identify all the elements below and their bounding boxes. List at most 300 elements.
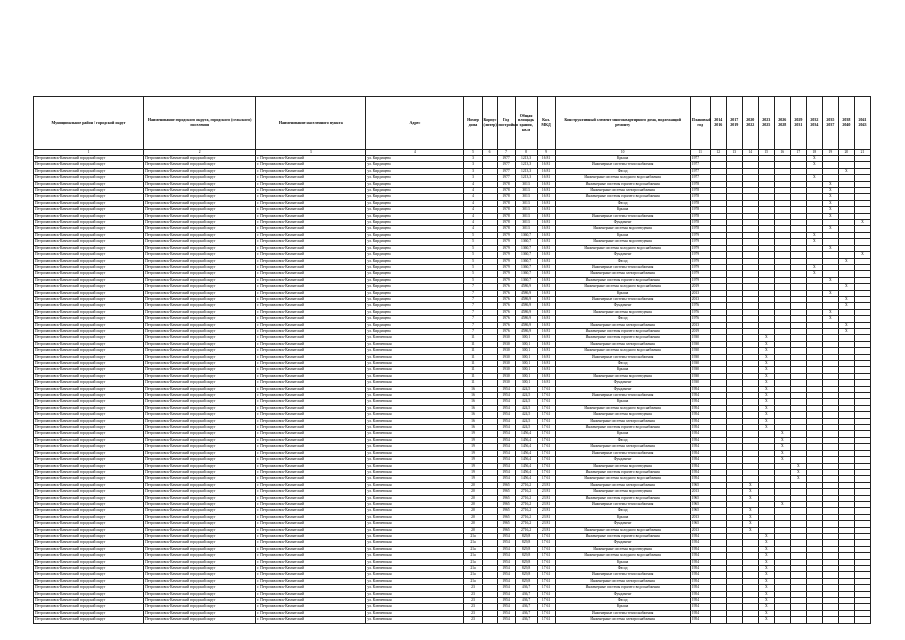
table-cell: 1979 [690, 232, 710, 238]
table-cell: 3 [464, 156, 482, 162]
table-cell: Инженерные системы водоотведения [555, 373, 690, 379]
table-cell: 4 [464, 213, 482, 219]
table-cell: Петропавловск-Камчатский городской округ [34, 207, 144, 213]
table-cell: 1977 [497, 162, 515, 168]
period-mark: X [758, 566, 774, 572]
table-cell: Петропавловск-Камчатский городской округ [144, 175, 256, 181]
table-cell: 17 61 [537, 559, 555, 565]
table-cell: 1978 [690, 188, 710, 194]
table-cell: 1954 [690, 617, 710, 623]
table-cell: Петропавловск-Камчатский городской округ [144, 252, 256, 258]
column-number: 14 [742, 150, 758, 156]
table-cell: 16 81 [537, 168, 555, 174]
table-cell: Петропавловск-Камчатский городской округ [144, 489, 256, 495]
table-cell: ул. Ключевская [366, 604, 464, 610]
table-cell: ул. Кирдищева [366, 207, 464, 213]
table-cell: 1976 [497, 290, 515, 296]
table-cell: 3013 [515, 226, 537, 232]
table-cell: Петропавловск-Камчатский городской округ [144, 335, 256, 341]
table-cell: Петропавловск-Камчатский городской округ [34, 418, 144, 424]
table-cell: Инженерные системы водоотведения [555, 412, 690, 418]
table-cell: 17 61 [537, 610, 555, 616]
table-cell: 1976 [497, 322, 515, 328]
table-cell: ул. Кирдищева [366, 258, 464, 264]
table-cell: 16 81 [537, 348, 555, 354]
table-cell: г. Петропавловск-Камчатский [256, 463, 366, 469]
table-cell: Петропавловск-Камчатский городской округ [144, 418, 256, 424]
period-mark: X [822, 194, 838, 200]
table-cell: г. Петропавловск-Камчатский [256, 610, 366, 616]
table-cell: Петропавловск-Камчатский городской округ [34, 437, 144, 443]
table-cell: 1978 [690, 213, 710, 219]
table-cell: Петропавловск-Камчатский городской округ [34, 168, 144, 174]
table-cell: г. Петропавловск-Камчатский [256, 316, 366, 322]
table-cell: 1954 [690, 463, 710, 469]
table-cell: г. Петропавловск-Камчатский [256, 527, 366, 533]
table-cell: Крыша [555, 367, 690, 373]
table-cell: 1954 [497, 559, 515, 565]
table-cell: 1954 [497, 591, 515, 597]
period-mark: X [806, 271, 822, 277]
table-cell: г. Петропавловск-Камчатский [256, 335, 366, 341]
table-cell: Петропавловск-Камчатский городской округ [34, 328, 144, 334]
table-cell: Петропавловск-Камчатский городской округ [34, 162, 144, 168]
table-cell: 1979 [497, 258, 515, 264]
period-mark: X [774, 450, 790, 456]
table-cell: Инженерные системы горячего водоснабжения [555, 495, 690, 501]
table-cell: 21а [464, 533, 482, 539]
table-cell: 16 [464, 399, 482, 405]
table-cell: ул. Кирдищева [366, 194, 464, 200]
table-cell: Инженерные системы горячего водоснабжения [555, 469, 690, 475]
period-cell [854, 617, 870, 623]
table-cell: Петропавловск-Камчатский городской округ [34, 252, 144, 258]
table-cell: ул. Кирдищева [366, 316, 464, 322]
table-cell: 16 [464, 393, 482, 399]
period-mark: X [822, 290, 838, 296]
table-cell: 1976 [497, 296, 515, 302]
table-cell: 1456,4 [515, 444, 537, 450]
table-cell: Петропавловск-Камчатский городской округ [34, 361, 144, 367]
table-cell: г. Петропавловск-Камчатский [256, 591, 366, 597]
table-cell: Петропавловск-Камчатский городской округ [34, 284, 144, 290]
table-cell: 1930 [690, 348, 710, 354]
table-cell: 16 81 [537, 220, 555, 226]
period-mark: X [822, 277, 838, 283]
table-cell: г. Петропавловск-Камчатский [256, 553, 366, 559]
table-cell: Петропавловск-Камчатский городской округ [144, 591, 256, 597]
table-cell: 1979 [690, 271, 710, 277]
table-cell: 4 [464, 188, 482, 194]
table-cell: 1979 [690, 264, 710, 270]
table-cell: 1360,7 [515, 245, 537, 251]
table-cell: г. Петропавловск-Камчатский [256, 380, 366, 386]
table-cell: Петропавловск-Камчатский городской округ [144, 514, 256, 520]
table-cell: Фундамент [555, 252, 690, 258]
table-cell: 21а [464, 559, 482, 565]
table-cell: 1954 [497, 617, 515, 623]
period-mark: X [758, 533, 774, 539]
table-cell: Петропавловск-Камчатский городской округ [144, 540, 256, 546]
table-cell: 1954 [690, 540, 710, 546]
table-cell: Фасад [555, 361, 690, 367]
table-cell: 2013 [690, 527, 710, 533]
table-cell: 1954 [690, 585, 710, 591]
table-cell: ул. Ключевская [366, 495, 464, 501]
table-cell: 23 81 [537, 508, 555, 514]
table-cell: 21а [464, 578, 482, 584]
table-cell: 1930 [690, 354, 710, 360]
table-cell: 1954 [690, 546, 710, 552]
table-cell: 16 81 [537, 322, 555, 328]
period-cell [822, 617, 838, 623]
table-cell: Фундамент [555, 303, 690, 309]
column-number: 2 [144, 150, 256, 156]
table-cell: 829,8 [515, 572, 537, 578]
table-cell: 20 [464, 508, 482, 514]
table-cell: Петропавловск-Камчатский городской округ [34, 341, 144, 347]
table-cell: Петропавловск-Камчатский городской округ [144, 610, 256, 616]
table-cell: Инженерные системы горячего водоснабжения [555, 328, 690, 334]
table-cell: 1930 [497, 361, 515, 367]
column-number: 12 [710, 150, 726, 156]
table-cell: 1965 [497, 482, 515, 488]
table-cell: Инженерные системы холодного водоснабжения [555, 348, 690, 354]
table-cell: Инженерные системы холодного водоснабжения [555, 284, 690, 290]
table-cell: 16 81 [537, 239, 555, 245]
column-header: Конструктивный элемент многоквартирного дома, подлежащий ремонту [555, 97, 690, 150]
table-cell: 4 [464, 194, 482, 200]
table-cell: 20 [464, 495, 482, 501]
table-cell: 19 [464, 444, 482, 450]
column-header: 2026 2028 [774, 97, 790, 150]
table-cell: 1456,4 [515, 469, 537, 475]
table-cell: 17 61 [537, 546, 555, 552]
table-cell: 1456,4 [515, 431, 537, 437]
table-cell: 1954 [690, 553, 710, 559]
table-cell: Петропавловск-Камчатский городской округ [34, 457, 144, 463]
table-cell: г. Петропавловск-Камчатский [256, 598, 366, 604]
table-cell: 16 [464, 405, 482, 411]
table-cell: Инженерные системы горячего водоснабжения [555, 194, 690, 200]
table-cell: 300,1 [515, 341, 537, 347]
table-cell: 300,1 [515, 354, 537, 360]
table-cell: 1954 [497, 469, 515, 475]
table-cell: 1456,4 [515, 476, 537, 482]
table-cell: ул. Кирдищева [366, 245, 464, 251]
table-cell: ул. Ключевская [366, 361, 464, 367]
table-cell: 17 61 [537, 533, 555, 539]
table-cell: 424,5 [515, 399, 537, 405]
period-mark: X [742, 527, 758, 533]
table-cell: Петропавловск-Камчатский городской округ [34, 405, 144, 411]
table-cell: Петропавловск-Камчатский городской округ [34, 354, 144, 360]
table-cell: Петропавловск-Камчатский городской округ [144, 444, 256, 450]
table-cell: г. Петропавловск-Камчатский [256, 604, 366, 610]
table-cell: 11 [464, 367, 482, 373]
table-cell: 1977 [497, 175, 515, 181]
table-cell: Петропавловск-Камчатский городской округ [34, 521, 144, 527]
table-cell: ул. Ключевская [366, 367, 464, 373]
period-mark: X [758, 405, 774, 411]
table-cell: 1930 [690, 335, 710, 341]
table-cell: 3 [464, 162, 482, 168]
table-cell: 2019 [690, 284, 710, 290]
table-cell: Петропавловск-Камчатский городской округ [144, 309, 256, 315]
table-cell: ул. Кирдищева [366, 309, 464, 315]
table-cell: ул. Ключевская [366, 508, 464, 514]
table-cell: 16 81 [537, 245, 555, 251]
table-cell: Петропавловск-Камчатский городской округ [144, 296, 256, 302]
period-mark: X [822, 245, 838, 251]
period-mark: X [758, 373, 774, 379]
column-header: 2041 2043 [854, 97, 870, 150]
table-cell: 1930 [690, 341, 710, 347]
table-cell: г. Петропавловск-Камчатский [256, 162, 366, 168]
table-cell: г. Петропавловск-Камчатский [256, 232, 366, 238]
table-cell: Петропавловск-Камчатский городской округ [144, 328, 256, 334]
table-cell: ул. Ключевская [366, 610, 464, 616]
table-cell: 1978 [690, 200, 710, 206]
table-cell: 1978 [690, 194, 710, 200]
period-mark: X [838, 322, 854, 328]
table-cell: Инженерные системы холодного водоснабжения [555, 527, 690, 533]
period-mark: X [822, 226, 838, 232]
table-cell: 23 81 [537, 501, 555, 507]
table-cell: 1978 [690, 181, 710, 187]
table-cell: 1965 [690, 501, 710, 507]
table-cell: ул. Ключевская [366, 533, 464, 539]
table-cell: 4 [464, 181, 482, 187]
period-cell [790, 617, 806, 623]
table-cell: 1954 [690, 559, 710, 565]
table-cell: 829,8 [515, 533, 537, 539]
table-cell: Петропавловск-Камчатский городской округ [34, 533, 144, 539]
column-number: 5 [464, 150, 482, 156]
table-cell: Инженерные системы водоотведения [555, 239, 690, 245]
table-cell: 1979 [497, 271, 515, 277]
table-cell: 7 [464, 303, 482, 309]
table-cell: 1977 [690, 162, 710, 168]
table-cell: 17 61 [537, 450, 555, 456]
table-cell: Инженерные системы холодного водоснабжения [555, 245, 690, 251]
column-header: 2035 2037 [822, 97, 838, 150]
table-cell: ул. Кирдищева [366, 200, 464, 206]
table-cell: Инженерные системы теплоснабжения [555, 393, 690, 399]
table-cell: ул. Ключевская [366, 521, 464, 527]
table-cell: Инженерные системы теплоснабжения [555, 264, 690, 270]
table-cell: 1954 [497, 540, 515, 546]
column-number: 6 [482, 150, 497, 156]
table-cell: Крыша [555, 156, 690, 162]
table-cell: Петропавловск-Камчатский городской округ [34, 566, 144, 572]
table-cell: г. Петропавловск-Камчатский [256, 200, 366, 206]
table-cell: Петропавловск-Камчатский городской округ [34, 508, 144, 514]
table-cell: 20 [464, 482, 482, 488]
table-cell: Петропавловск-Камчатский городской округ [34, 463, 144, 469]
table-cell: 16 81 [537, 328, 555, 334]
table-cell: ул. Кирдищева [366, 290, 464, 296]
table-cell: 3013 [515, 220, 537, 226]
table-cell: г. Петропавловск-Камчатский [256, 290, 366, 296]
table-cell: 17 61 [537, 604, 555, 610]
table-cell: Петропавловск-Камчатский городской округ [34, 220, 144, 226]
table-cell: ул. Кирдищева [366, 232, 464, 238]
table-cell: 23 81 [537, 527, 555, 533]
table-cell: 1976 [690, 316, 710, 322]
table-cell: 1976 [497, 316, 515, 322]
table-cell: Петропавловск-Камчатский городской округ [34, 303, 144, 309]
table-cell: Петропавловск-Камчатский городской округ [144, 322, 256, 328]
table-cell: 829,8 [515, 546, 537, 552]
table-cell: 2716,2 [515, 501, 537, 507]
table-cell: ул. Ключевская [366, 386, 464, 392]
table-cell: 1954 [497, 610, 515, 616]
period-mark: X [742, 495, 758, 501]
table-cell: 4 [464, 226, 482, 232]
table-cell: 300,1 [515, 373, 537, 379]
column-header: 2038 2040 [838, 97, 854, 150]
table-cell: 1930 [497, 335, 515, 341]
table-cell: Инженерные системы горячего водоснабжения [555, 335, 690, 341]
table-cell: Петропавловск-Камчатский городской округ [34, 200, 144, 206]
table-cell: Петропавловск-Камчатский городской округ [34, 239, 144, 245]
table-cell: г. Петропавловск-Камчатский [256, 482, 366, 488]
table-cell: Инженерные системы водоотведения [555, 546, 690, 552]
table-cell: Инженерные системы горячего водоснабжения [555, 533, 690, 539]
period-mark: X [774, 437, 790, 443]
table-cell: 5 [464, 258, 482, 264]
table-cell: Петропавловск-Камчатский городской округ [34, 546, 144, 552]
table-cell: Петропавловск-Камчатский городской округ [144, 207, 256, 213]
table-cell: 17 61 [537, 591, 555, 597]
table-cell: Петропавловск-Камчатский городской округ [144, 380, 256, 386]
table-cell: Петропавловск-Камчатский городской округ [34, 290, 144, 296]
table-cell: Петропавловск-Камчатский городской округ [34, 610, 144, 616]
table-cell: 1954 [497, 450, 515, 456]
table-cell: Петропавловск-Камчатский городской округ [34, 553, 144, 559]
table-cell: 16 81 [537, 194, 555, 200]
table-cell: г. Петропавловск-Камчатский [256, 341, 366, 347]
table-cell: г. Петропавловск-Камчатский [256, 450, 366, 456]
table-cell: Петропавловск-Камчатский городской округ [144, 431, 256, 437]
table-cell: Петропавловск-Камчатский городской округ [144, 457, 256, 463]
table-cell: 21а [464, 572, 482, 578]
column-header: Муниципальное район / городской округ [34, 97, 144, 150]
column-number: 9 [537, 150, 555, 156]
period-mark: X [838, 168, 854, 174]
table-cell: г. Петропавловск-Камчатский [256, 252, 366, 258]
table-cell: ул. Ключевская [366, 585, 464, 591]
table-cell: Петропавловск-Камчатский городской округ [34, 501, 144, 507]
table-cell: 17 61 [537, 476, 555, 482]
table-cell: Петропавловск-Камчатский городской округ [144, 598, 256, 604]
table-cell: Петропавловск-Камчатский городской округ [144, 226, 256, 232]
table-cell: г. Петропавловск-Камчатский [256, 469, 366, 475]
table-cell: г. Петропавловск-Камчатский [256, 566, 366, 572]
column-number: 3 [256, 150, 366, 156]
table-cell: Инженерные системы теплоснабжения [555, 296, 690, 302]
table-cell: 1965 [497, 495, 515, 501]
table-cell: г. Петропавловск-Камчатский [256, 386, 366, 392]
period-mark: X [806, 156, 822, 162]
table-cell: 1965 [497, 508, 515, 514]
period-mark: X [838, 296, 854, 302]
table-cell: Инженерные системы холодного водоснабжения [555, 476, 690, 482]
table-cell: 1930 [690, 380, 710, 386]
table-cell: Петропавловск-Камчатский городской округ [144, 373, 256, 379]
period-mark: X [758, 367, 774, 373]
column-header: 2023 2025 [758, 97, 774, 150]
table-cell: 1965 [690, 508, 710, 514]
period-mark: X [822, 200, 838, 206]
table-cell: 16 81 [537, 162, 555, 168]
column-header: Кол. МКД [537, 97, 555, 150]
table-cell: 16 81 [537, 156, 555, 162]
table-cell: 1930 [690, 361, 710, 367]
table-cell: г. Петропавловск-Камчатский [256, 444, 366, 450]
table-cell: Инженерные системы холодного водоснабжения [555, 175, 690, 181]
column-header: Год постройки [497, 97, 515, 150]
table-cell: Инженерные системы электроснабжения [555, 322, 690, 328]
table-cell: г. Петропавловск-Камчатский [256, 271, 366, 277]
table-cell: г. Петропавловск-Камчатский [256, 617, 366, 623]
table-cell: Фасад [555, 200, 690, 206]
table-cell: Крыша [555, 604, 690, 610]
table-cell: 1213,3 [515, 168, 537, 174]
table-cell [482, 617, 497, 623]
column-number: 16 [774, 150, 790, 156]
table-cell: Фундамент [555, 220, 690, 226]
period-mark: X [758, 604, 774, 610]
table-cell: 1954 [497, 431, 515, 437]
table-cell: Петропавловск-Камчатский городской округ [34, 181, 144, 187]
table-cell: 19 [464, 463, 482, 469]
period-mark: X [758, 610, 774, 616]
table-cell: 7 [464, 322, 482, 328]
table-cell: г. Петропавловск-Камчатский [256, 559, 366, 565]
table-cell: 1930 [690, 367, 710, 373]
table-cell: г. Петропавловск-Камчатский [256, 296, 366, 302]
table-cell: 1954 [497, 546, 515, 552]
table-cell: 1954 [497, 553, 515, 559]
table-cell: 1456,4 [515, 457, 537, 463]
table-cell: г. Петропавловск-Камчатский [256, 328, 366, 334]
table-cell: 16 81 [537, 309, 555, 315]
period-mark: X [774, 444, 790, 450]
table-cell: 1978 [690, 226, 710, 232]
table-cell: 1954 [690, 604, 710, 610]
table-cell: ул. Ключевская [366, 444, 464, 450]
period-mark: X [790, 463, 806, 469]
table-cell: 2013 [690, 322, 710, 328]
table-cell: Петропавловск-Камчатский городской округ [34, 194, 144, 200]
table-cell: Петропавловск-Камчатский городской округ [144, 450, 256, 456]
table-cell: 829,8 [515, 559, 537, 565]
table-body [34, 156, 871, 624]
table-cell: 1954 [497, 572, 515, 578]
column-header: 2032 2034 [806, 97, 822, 150]
table-cell: 1456,4 [515, 437, 537, 443]
period-mark: X [758, 341, 774, 347]
table-cell: 16 81 [537, 207, 555, 213]
table-cell: 1954 [690, 572, 710, 578]
table-cell: 16 81 [537, 361, 555, 367]
table-cell: Петропавловск-Камчатский городской округ [144, 425, 256, 431]
period-mark: X [742, 521, 758, 527]
table-cell: Фундамент [555, 457, 690, 463]
table-cell: Петропавловск-Камчатский городской округ [144, 220, 256, 226]
